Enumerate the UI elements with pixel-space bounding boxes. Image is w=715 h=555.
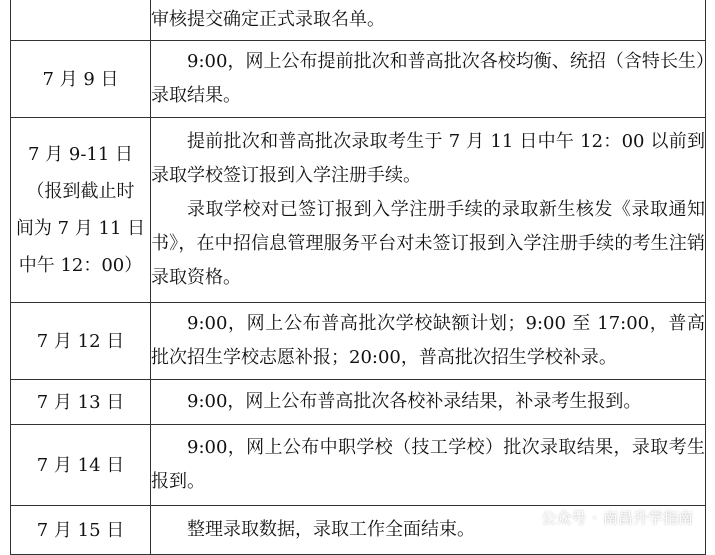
table-row <box>11 380 706 425</box>
date-cell: 7 月 12 日 <box>11 303 151 380</box>
description-cell <box>151 118 706 303</box>
admission-schedule-table <box>10 0 706 555</box>
date-line: 7 月 9-11 日 <box>27 144 134 165</box>
description-cell <box>151 380 706 425</box>
table-row <box>11 118 706 303</box>
description-cell <box>151 41 706 118</box>
table-row <box>11 303 706 380</box>
table-row <box>11 425 706 506</box>
watermark-separator: · <box>592 508 597 527</box>
description-paragraph: 审核提交确定正式录取名单。 <box>151 9 385 30</box>
table-row <box>11 0 706 41</box>
description-paragraph: 整理录取数据，录取工作全面结束。 <box>187 519 475 540</box>
description-paragraph: 9:00，网上公布普高批次学校缺额计划；9:00 至 17:00，普高批次招生学校志愿补报；20:00，普高批次招生学校补录。 <box>151 313 705 368</box>
description-paragraph: 提前批次和普高批次录取考生于 7 月 11 日中午 12：00 以前到录取学校签订报到入学注册手续。 <box>151 131 705 186</box>
date-cell: 7 月 14 日 <box>11 425 151 506</box>
description-paragraph: 9:00，网上公布普高批次各校补录结果，补录考生报到。 <box>187 391 642 412</box>
description-paragraph: 录取学校对已签订报到入学注册手续的录取新生核发《录取通知书》，在中招信息管理服务平台对未签订报到入学注册手续的考生注销录取资格。 <box>151 199 705 288</box>
watermark-label: 公众号 <box>541 509 587 527</box>
description-paragraph: 9:00，网上公布提前批次和普高批次各校均衡、统招（含特长生）录取结果。 <box>151 51 705 106</box>
date-cell: 7 月 9 日 <box>11 41 151 118</box>
description-cell <box>151 303 706 380</box>
wechat-watermark <box>515 507 693 528</box>
description-paragraph: 9:00，网上公布中职学校（技工学校）批次录取结果，录取考生报到。 <box>151 437 705 492</box>
date-line: （报到截止时 <box>26 181 135 202</box>
date-cell: 7 月 13 日 <box>11 380 151 425</box>
date-cell <box>11 118 151 303</box>
table-row <box>11 41 706 118</box>
description-cell <box>151 425 706 506</box>
date-line: 中午 12：00） <box>18 255 143 276</box>
date-cell: 7 月 15 日 <box>11 506 151 555</box>
description-cell <box>151 0 706 41</box>
watermark-account-name: 南昌升学指南 <box>602 509 693 527</box>
wechat-official-account-icon <box>515 508 535 528</box>
date-cell <box>11 0 151 41</box>
date-line: 间为 7 月 11 日 <box>15 218 146 239</box>
